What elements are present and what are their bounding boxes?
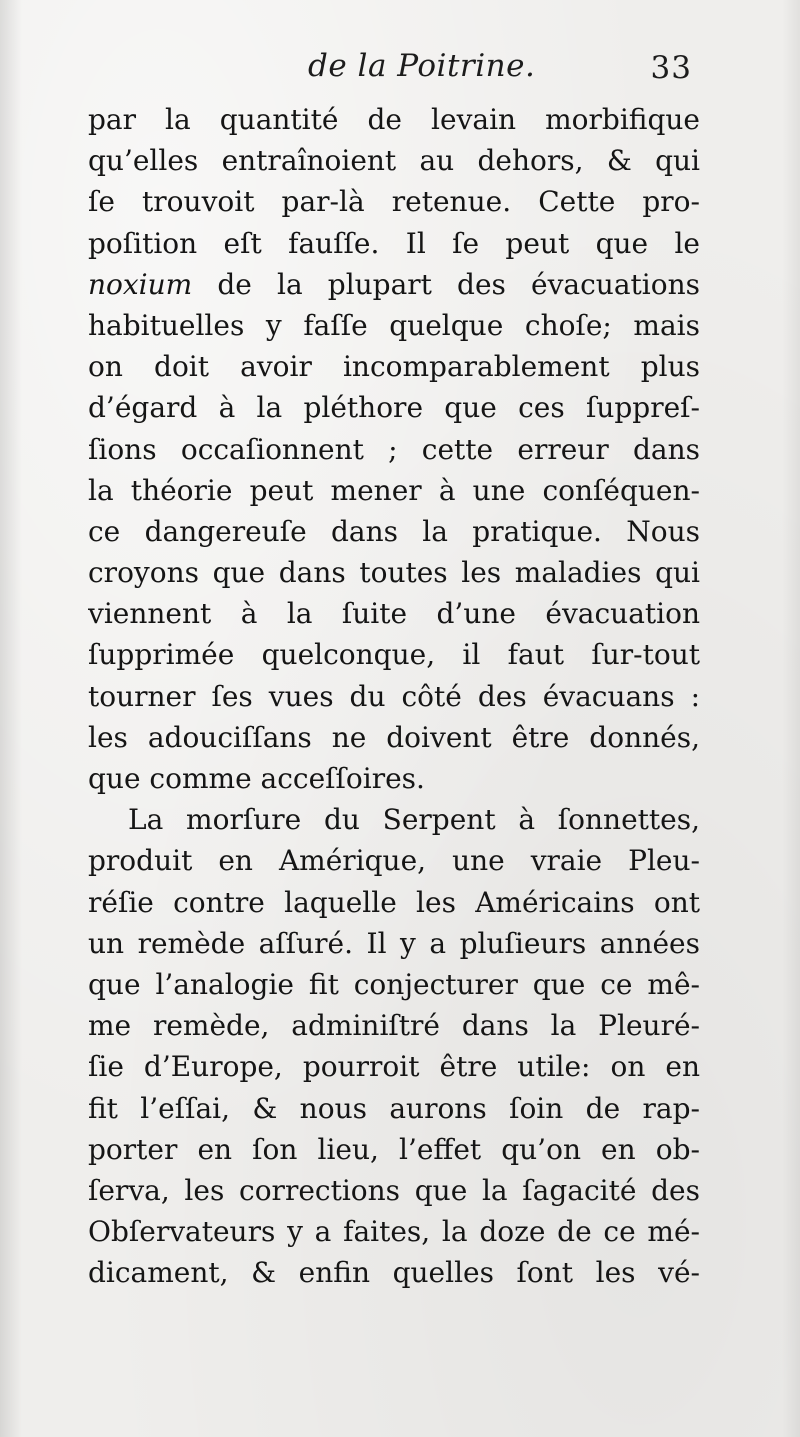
text-line: on doit avoir incomparablement plus bbox=[88, 350, 700, 384]
text-line: d’égard à la pléthore que ces ſuppreſ- bbox=[88, 391, 700, 425]
running-head bbox=[90, 48, 700, 92]
text-line: ſie d’Europe, pourroit être utile: on en bbox=[88, 1050, 700, 1084]
text-line: tourner ſes vues du côté des évacuans : bbox=[88, 679, 700, 713]
paragraph-2 bbox=[88, 799, 700, 1293]
text-line: poſition eſt fauſſe. Il ſe peut que le bbox=[88, 226, 700, 260]
running-title: de la Poitrine. bbox=[308, 48, 536, 84]
text-line: dicament, & enfin quelles ſont les vé- bbox=[88, 1256, 700, 1290]
text-line: viennent à la ſuite d’une évacuation bbox=[88, 597, 700, 631]
text-line: la théorie peut mener à une conſéquen- bbox=[88, 473, 700, 507]
text-line: ſions occaſionnent ; cette erreur dans bbox=[88, 432, 700, 466]
text-line: que l’analogie fit conjecturer que ce mê- bbox=[88, 967, 700, 1001]
text-line: ce dangereuſe dans la pratique. Nous bbox=[88, 514, 700, 548]
text-line: ſupprimée quelconque, il faut ſur-tout bbox=[88, 638, 700, 672]
text-line: qu’elles entraînoient au dehors, & qui bbox=[88, 144, 700, 178]
paragraph-1 bbox=[88, 99, 700, 799]
text-line: fit l’eſſai, & nous aurons ſoin de rap- bbox=[88, 1091, 700, 1125]
text-line: La morſure du Serpent à ſonnettes, bbox=[128, 803, 700, 837]
text-line: Obſervateurs y a faites, la doze de ce mé- bbox=[88, 1215, 700, 1249]
text-line bbox=[88, 264, 700, 305]
text-line: que comme acceſſoires. bbox=[88, 762, 425, 795]
text-line: produit en Amérique, une vraie Pleu- bbox=[88, 844, 700, 878]
text-line: réſie contre laquelle les Américains ont bbox=[88, 885, 700, 919]
text-line-rest: de la plupart des évacuations bbox=[217, 267, 700, 301]
text-line: les adouciſſans ne doivent être donnés, bbox=[88, 720, 700, 754]
text-line: par la quantité de levain morbifique bbox=[88, 103, 700, 136]
page-text bbox=[88, 99, 700, 1293]
text-line: un remède aſſuré. Il y a pluſieurs années bbox=[88, 926, 700, 960]
text-line: croyons que dans toutes les maladies qui bbox=[88, 556, 700, 590]
text-line: habituelles y faſſe quelque choſe; mais bbox=[88, 308, 700, 342]
text-line: me remède, adminiſtré dans la Pleuré- bbox=[88, 1009, 700, 1043]
text-line: porter en ſon lieu, l’effet qu’on en ob- bbox=[88, 1132, 700, 1166]
italic-word: noxium bbox=[88, 267, 193, 301]
text-line: ſe trouvoit par-là retenue. Cette pro- bbox=[88, 185, 700, 219]
text-line: ſerva, les corrections que la ſagacité des bbox=[88, 1173, 700, 1207]
page-number: 33 bbox=[650, 50, 692, 86]
